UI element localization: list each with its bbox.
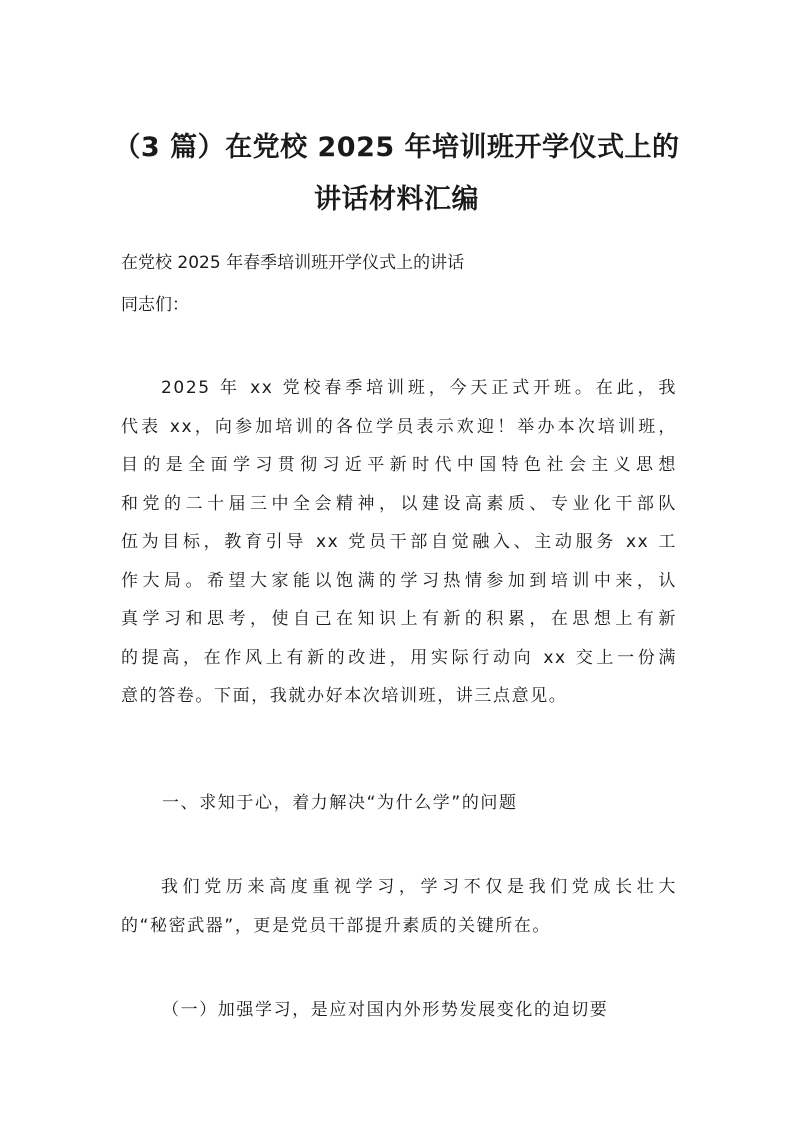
paragraph-line: 伍为目标，教育引导 xx 党员干部自觉融入、主动服务 xx 工: [121, 532, 677, 552]
subsection-heading-1: （一）加强学习，是应对国内外形势发展变化的迫切要: [162, 1000, 609, 1020]
paragraph-line: 目的是全面学习贯彻习近平新时代中国特色社会主义思想: [121, 455, 677, 475]
paragraph-line: 代表 xx，向参加培训的各位学员表示欢迎！举办本次培训班，: [121, 416, 677, 437]
paragraph-line: 真学习和思考，使自己在知识上有新的积累，在思想上有新: [121, 609, 677, 629]
document-title: [80, 122, 713, 226]
paragraph-line: 意的答卷。下面，我就办好本次培训班，讲三点意见。: [121, 686, 568, 706]
paragraph-line: 和党的二十届三中全会精神，以建设高素质、专业化干部队: [121, 493, 677, 514]
paragraph-line: 我们党历来高度重视学习，学习不仅是我们党成长壮大: [161, 877, 677, 897]
speech-subtitle: 在党校 2025 年春季培训班开学仪式上的讲话: [121, 253, 465, 273]
paragraph-section-1: [121, 868, 677, 945]
paragraph-line: 的“秘密武器”，更是党员干部提升素质的关键所在。: [121, 915, 552, 936]
title-line-2: 讲话材料汇编: [314, 184, 479, 215]
paragraph-line: 作大局。希望大家能以饱满的学习热情参加到培训中来，认: [121, 570, 677, 591]
greeting: 同志们：: [121, 295, 189, 315]
paragraph-line: 2025 年 xx 党校春季培训班，今天正式开班。在此，我: [161, 378, 677, 398]
paragraph-intro: [121, 369, 677, 716]
section-heading-1: 一、求知于心，着力解决“为什么学”的问题: [162, 793, 518, 813]
paragraph-line: 的提高，在作风上有新的改进，用实际行动向 xx 交上一份满: [121, 647, 677, 668]
title-line-1: （3 篇）在党校 2025 年培训班开学仪式上的: [113, 132, 680, 163]
